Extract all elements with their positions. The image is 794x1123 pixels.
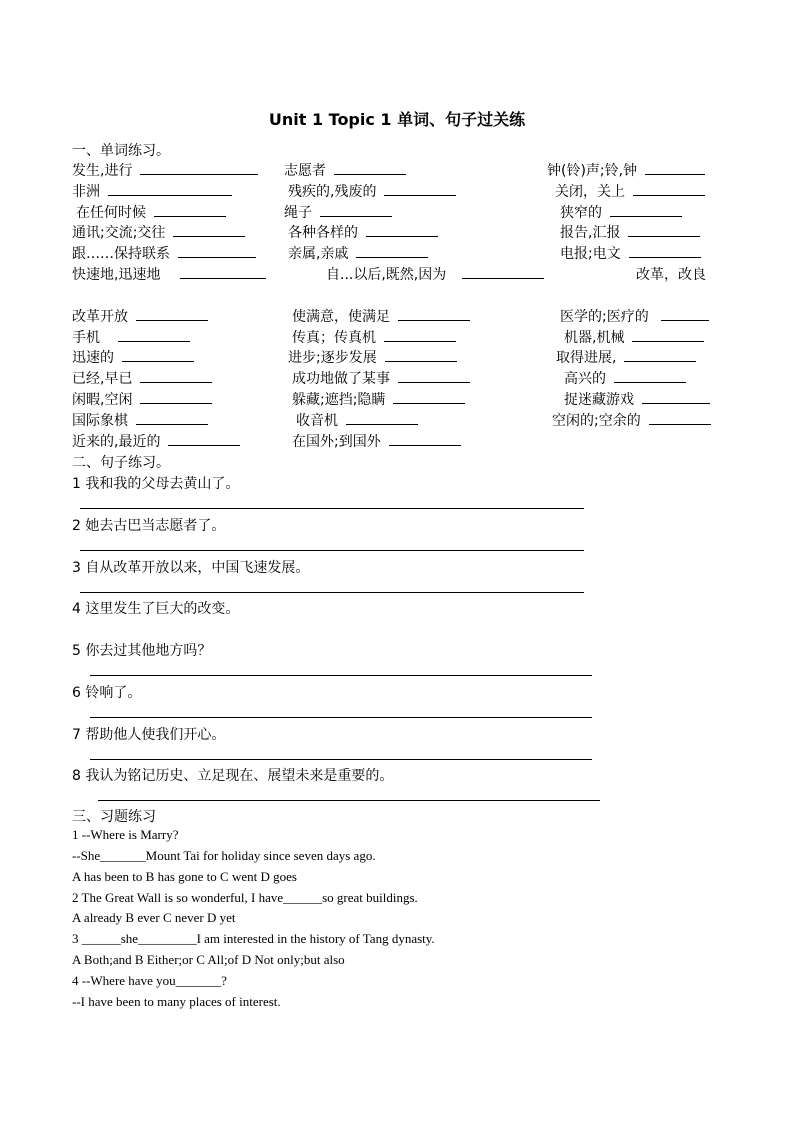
- vocab-item: 改革，改良: [636, 267, 706, 283]
- vocab-item: 使满意，使满足: [292, 306, 470, 326]
- sentence-prompt: 5 你去过其他地方吗？: [72, 643, 212, 659]
- vocab-item: 空闲的;空余的: [552, 410, 711, 430]
- answer-line[interactable]: [80, 550, 584, 551]
- sentence-prompt: 4 这里发生了巨大的改变。: [72, 601, 240, 617]
- vocab-item: 通讯;交流;交往: [72, 222, 245, 242]
- exercise-line: 4 --Where have you_______?: [72, 973, 227, 988]
- vocab-item: 电报;电文: [560, 243, 701, 263]
- vocab-item: 非洲: [72, 181, 232, 201]
- exercise-line: --She_______Mount Tai for holiday since seven days ago.: [72, 848, 376, 863]
- vocab-row: [0, 410, 794, 430]
- vocab-item: 在任何时候: [76, 202, 226, 222]
- vocab-item: 改革开放: [72, 306, 208, 326]
- vocab-row: [0, 243, 794, 263]
- vocab-item: 快速地,迅速地: [72, 264, 266, 284]
- vocab-row: [0, 306, 794, 326]
- vocab-row: [0, 389, 794, 409]
- vocab-row: [0, 202, 794, 222]
- vocab-item: 狭窄的: [560, 202, 682, 222]
- vocab-item: 近来的,最近的: [72, 431, 240, 451]
- section1-heading: 一、单词练习。: [72, 143, 170, 159]
- vocab-item: 捉迷藏游戏: [564, 389, 710, 409]
- vocab-item: 发生,进行: [72, 160, 258, 180]
- vocab-item: 残疾的,残废的: [288, 181, 456, 201]
- vocab-item: 迅速的: [72, 347, 194, 367]
- exercise-line: 3 ______she_________I am interested in the history of Tang dynasty.: [72, 931, 435, 946]
- vocab-row: [0, 222, 794, 242]
- exercise-line: --I have been to many places of interest.: [72, 994, 281, 1009]
- vocab-row: [0, 181, 794, 201]
- vocab-item: 闲暇,空闲: [72, 389, 212, 409]
- exercise-line: 1 --Where is Marry?: [72, 827, 179, 842]
- vocab-item: 已经,早已: [72, 368, 212, 388]
- vocab-item: 手机: [72, 327, 190, 347]
- vocab-item: 成功地做了某事: [292, 368, 470, 388]
- vocab-row: [0, 264, 794, 284]
- vocab-item: 关闭，关上: [555, 181, 705, 201]
- vocab-item: 进步;逐步发展: [288, 347, 457, 367]
- answer-line[interactable]: [90, 675, 592, 676]
- vocab-item: 在国外;到国外: [292, 431, 461, 451]
- vocab-item: 机器,机械: [564, 327, 704, 347]
- sentence-prompt: 1 我和我的父母去黄山了。: [72, 476, 240, 492]
- section2-heading: 二、句子练习。: [72, 455, 170, 471]
- vocab-item: 自...以后,既然,因为: [326, 264, 544, 284]
- exercise-options: A already B ever C never D yet: [72, 910, 236, 925]
- sentence-prompt: 6 铃响了。: [72, 685, 142, 701]
- sentence-prompt: 8 我认为铭记历史、立足现在、展望未来是重要的。: [72, 768, 394, 784]
- vocab-item: 收音机: [296, 410, 418, 430]
- exercise-line: 2 The Great Wall is so wonderful, I have______so great buildings.: [72, 890, 418, 905]
- answer-line[interactable]: [80, 508, 584, 509]
- vocab-row: [0, 160, 794, 180]
- answer-line[interactable]: [80, 592, 584, 593]
- vocab-item: 各种各样的: [288, 222, 438, 242]
- vocab-row: [0, 431, 794, 451]
- exercise-options: A has been to B has gone to C went D goes: [72, 869, 297, 884]
- sentence-prompt: 2 她去古巴当志愿者了。: [72, 518, 226, 534]
- sentence-prompt: 7 帮助他人使我们开心。: [72, 727, 226, 743]
- answer-line[interactable]: [98, 800, 600, 801]
- sentence-prompt: 3 自从改革开放以来，中国飞速发展。: [72, 560, 310, 576]
- vocab-item: 国际象棋: [72, 410, 208, 430]
- vocab-item: 高兴的: [564, 368, 686, 388]
- vocab-item: 报告,汇报: [560, 222, 700, 242]
- vocab-item: 钟(铃)声;铃,钟: [547, 160, 705, 180]
- section3-heading: 三、习题练习: [72, 809, 156, 825]
- exercise-options: A Both;and B Either;or C All;of D Not only;but also: [72, 952, 345, 967]
- answer-line[interactable]: [90, 717, 592, 718]
- vocab-item: 跟……保持联系: [72, 243, 256, 263]
- vocab-row: [0, 368, 794, 388]
- vocab-item: 取得进展,: [556, 347, 696, 367]
- vocab-row: [0, 327, 794, 347]
- vocab-item: 躲藏;遮挡;隐瞒: [292, 389, 465, 409]
- vocab-item: 志愿者: [284, 160, 406, 180]
- vocab-item: 亲属,亲戚: [288, 243, 428, 263]
- page-title: Unit 1 Topic 1 单词、句子过关练: [268, 110, 526, 129]
- vocab-row: [0, 347, 794, 367]
- vocab-item: 医学的;医疗的: [560, 306, 709, 326]
- answer-line[interactable]: [90, 759, 592, 760]
- vocab-item: 传真；传真机: [292, 327, 456, 347]
- vocab-item: 绳子: [284, 202, 392, 222]
